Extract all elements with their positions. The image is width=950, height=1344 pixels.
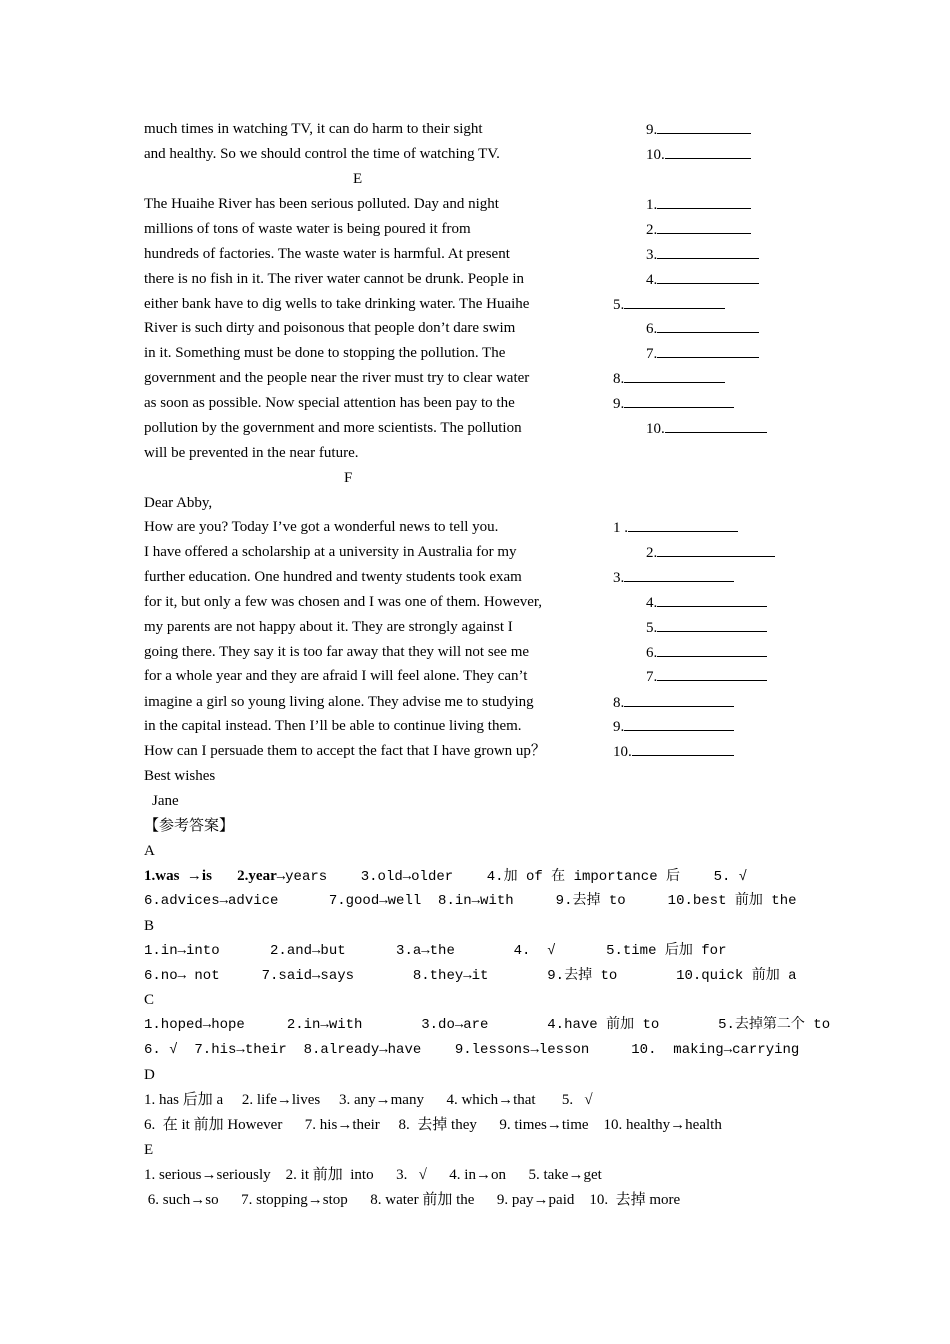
answer-blank[interactable]: 5.	[646, 617, 767, 638]
passage-line: will be prevented in the near future.	[144, 445, 359, 461]
answer-blank[interactable]: 10.	[646, 418, 767, 439]
answer-blank[interactable]: 8.	[613, 692, 734, 713]
passage-line: as soon as possible. Now special attention has been pay to the	[144, 395, 515, 411]
section-label: E	[353, 171, 363, 187]
passage-line: imagine a girl so young living alone. They advise me to studying	[144, 694, 534, 710]
answers-section-label: C	[144, 992, 155, 1008]
answer-blank[interactable]: 4.	[646, 592, 767, 613]
answer-blank[interactable]: 9.	[613, 393, 734, 414]
answer-bold: 1.was →is	[144, 868, 212, 884]
answer-blank[interactable]: 10.	[613, 741, 734, 762]
passage-line: millions of tons of waste water is being poured it from	[144, 221, 471, 237]
answer-blank[interactable]: 8.	[613, 368, 725, 389]
answer-blank[interactable]: 2.	[646, 542, 775, 563]
passage-line: hundreds of factories. The waste water is harmful. At present	[144, 246, 510, 262]
answer-blank[interactable]: 3.	[646, 244, 759, 265]
answer-rest: →years 3.old→older 4.加 of 在 importance 后 5. √	[276, 869, 748, 885]
passage-line: either bank have to dig wells to take drinking water. The Huaihe	[144, 296, 530, 312]
answer-blank[interactable]: 5.	[613, 294, 725, 315]
answers-section-label: A	[144, 843, 155, 859]
answer-blank[interactable]: 1.	[646, 194, 751, 215]
answer-blank[interactable]: 6.	[646, 318, 759, 339]
answers-line: 6.advices→advice 7.good→well 8.in→with 9.去掉 to 10.best 前加 the	[144, 893, 797, 909]
answer-blank[interactable]: 1 .	[613, 517, 738, 538]
answers-section-label: E	[144, 1142, 154, 1158]
answers-line: 1. has 后加 a 2. life→lives 3. any→many 4. which→that 5. √	[144, 1092, 593, 1108]
answer-blank[interactable]: 7.	[646, 343, 759, 364]
answer-blank[interactable]: 10.	[646, 144, 751, 165]
passage-line: for a whole year and they are afraid I will feel alone. They can’t	[144, 668, 528, 684]
passage-line: pollution by the government and more scientists. The pollution	[144, 420, 522, 436]
answers-heading: 【参考答案】	[144, 818, 235, 834]
answers-line: 6. √ 7.his→their 8.already→have 9.lessons→lesson 10. making→carrying	[144, 1042, 800, 1058]
passage-line: much times in watching TV, it can do harm to their sight	[144, 121, 483, 137]
passage-line: going there. They say it is too far away that they will not see me	[144, 644, 530, 660]
passage-line: for it, but only a few was chosen and I was one of them. However,	[144, 594, 543, 610]
answers-line: 6. 在 it 前加 However 7. his→their 8. 去掉 they 9. times→time 10. healthy→health	[144, 1117, 722, 1133]
answer-blank[interactable]: 9.	[646, 119, 751, 140]
letter-closing: Best wishes	[144, 768, 216, 784]
letter-greeting: Dear Abby,	[144, 495, 213, 511]
answers-line: 1. serious→seriously 2. it 前加 into 3. √ 4. in→on 5. take→get	[144, 1167, 602, 1183]
answer-blank[interactable]: 3.	[613, 567, 734, 588]
passage-line: in it. Something must be done to stopping the pollution. The	[144, 345, 506, 361]
answers-line: 6.no→ not 7.said→says 8.they→it 9.去掉 to 10.quick 前加 a	[144, 968, 797, 984]
passage-line: my parents are not happy about it. They are strongly against I	[144, 619, 513, 635]
passage-line: The Huaihe River has been serious polluted. Day and night	[144, 196, 499, 212]
passage-line: in the capital instead. Then I’ll be able to continue living them.	[144, 718, 522, 734]
answers-section-label: B	[144, 918, 155, 934]
answer-blank[interactable]: 4.	[646, 269, 759, 290]
answer-blank[interactable]: 7.	[646, 666, 767, 687]
passage-line: How can I persuade them to accept the fact that I have grown up？	[144, 743, 546, 759]
passage-line: and healthy. So we should control the time of watching TV.	[144, 146, 500, 162]
section-label: F	[344, 470, 353, 486]
passage-line: How are you? Today I’ve got a wonderful news to tell you.	[144, 519, 499, 535]
passage-line: River is such dirty and poisonous that people don’t dare swim	[144, 320, 516, 336]
answer-blank[interactable]: 2.	[646, 219, 751, 240]
answers-line	[144, 866, 747, 887]
passage-line: there is no fish in it. The river water cannot be drunk. People in	[144, 271, 525, 287]
answers-section-label: D	[144, 1067, 155, 1083]
answers-line: 6. such→so 7. stopping→stop 8. water 前加 the 9. pay→paid 10. 去掉 more	[144, 1192, 681, 1208]
answers-line: 1.in→into 2.and→but 3.a→the 4. √ 5.time 后加 for	[144, 943, 727, 959]
answers-line: 1.hoped→hope 2.in→with 3.do→are 4.have 前加 to 5.去掉第二个 to	[144, 1017, 831, 1033]
answer-blank[interactable]: 6.	[646, 642, 767, 663]
passage-line: I have offered a scholarship at a university in Australia for my	[144, 544, 517, 560]
passage-line: government and the people near the river must try to clear water	[144, 370, 530, 386]
letter-signature: Jane	[152, 793, 179, 809]
passage-line: further education. One hundred and twenty students took exam	[144, 569, 522, 585]
answer-blank[interactable]: 9.	[613, 716, 734, 737]
answer-bold: 2.year	[237, 868, 277, 884]
